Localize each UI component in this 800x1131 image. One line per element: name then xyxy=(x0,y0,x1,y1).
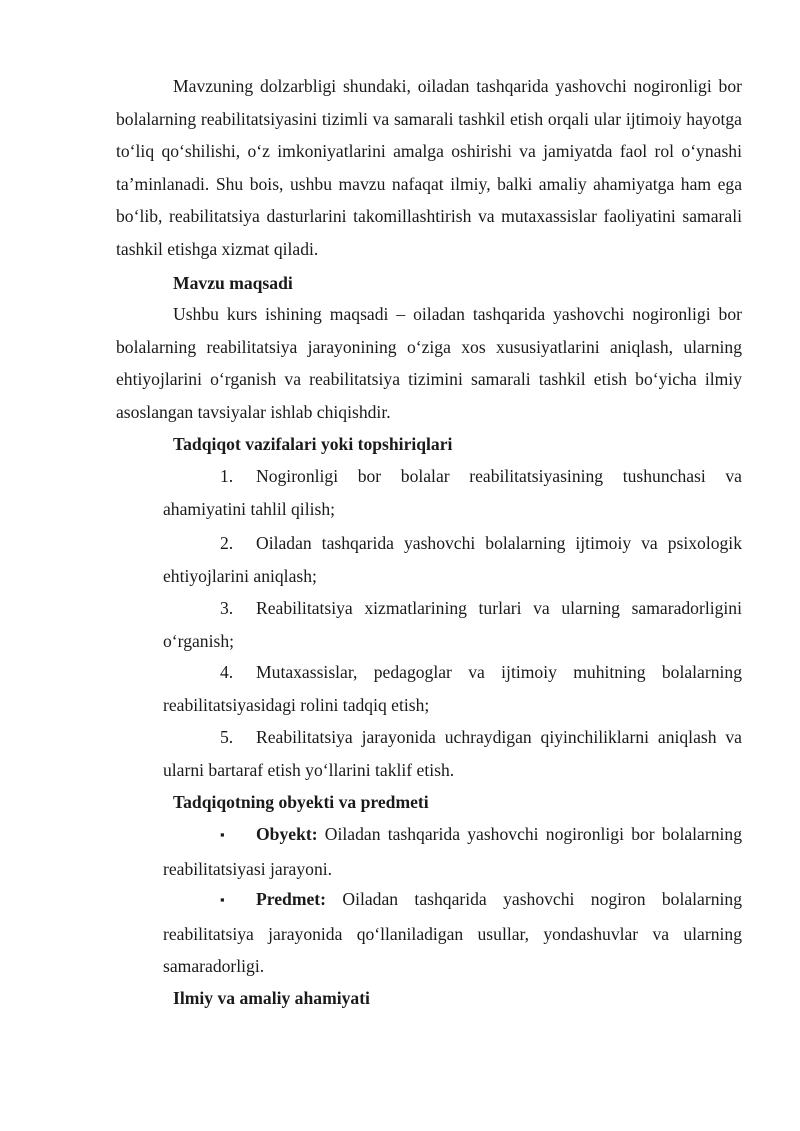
task-item-4 xyxy=(163,656,742,721)
task-text: Reabilitatsiya jarayonida uchraydigan qiyinchiliklarni aniqlash va ularni bartaraf etish yo‘llarini taklif etish. xyxy=(163,727,742,780)
task-text: Oiladan tashqarida yashovchi bolalarning ijtimoiy va psixologik ehtiyojlarini aniqlash; xyxy=(163,533,742,586)
task-number: 2. xyxy=(220,533,234,553)
goal-paragraph: Ushbu kurs ishining maqsadi – oiladan tashqarida yashovchi nogironligi bor bolalarning reabilitatsiya jarayonining o‘ziga xos xususiyatlarini aniqlash, ularning ehtiyojlarini o‘rganish va reabilitatsiya tizimini samarali tashkil etish bo‘yicha ilmiy asoslangan tavsiyalar ishlab chiqishdir. xyxy=(116,304,742,422)
intro-paragraph: Mavzuning dolzarbligi shundaki, oiladan tashqarida yashovchi nogironligi bor bolalarning reabilitatsiyasini tizimli va samarali tashkil etish orqali ular ijtimoiy hayotga to‘liq qo‘shilishi, o‘z imkoniyatlarini amalga oshirishi va jamiyatda faol rol o‘ynashi ta’minlanadi. Shu bois, ushbu mavzu nafaqat ilmiy, balki amaliy ahamiyatga ham ega bo‘lib, reabilitatsiya dasturlarini takomillashtirish va mutaxassislar faoliyatini samarali tashkil etishga xizmat qiladi. xyxy=(116,76,742,259)
bullet-square-icon: ▪ xyxy=(220,892,225,907)
task-text: Nogironligi bor bolalar reabilitatsiyasining tushunchasi va ahamiyatini tahlil qilish; xyxy=(163,466,742,519)
tasks-heading: Tadqiqot vazifalari yoki topshiriqlari xyxy=(173,434,453,454)
task-item-5 xyxy=(163,721,742,786)
bullet-label: Predmet: xyxy=(256,889,327,909)
task-number: 1. xyxy=(220,466,234,486)
significance-heading: Ilmiy va amaliy ahamiyati xyxy=(173,988,370,1008)
task-text: Mutaxassislar, pedagoglar va ijtimoiy muhitning bolalarning reabilitatsiyasidagi rolini tadqiq etish; xyxy=(163,662,742,715)
task-number: 4. xyxy=(220,662,234,682)
goal-heading: Mavzu maqsadi xyxy=(173,273,293,293)
task-number: 3. xyxy=(220,598,234,618)
bullet-text: Oiladan tashqarida yashovchi nogiron bolalarning reabilitatsiya jarayonida qo‘llaniladigan usullar, yondashuvlar va ularning samaradorligi. xyxy=(163,889,742,977)
bullet-subject xyxy=(163,883,742,983)
task-item-2 xyxy=(163,527,742,592)
task-text: Reabilitatsiya xizmatlarining turlari va ularning samaradorligini o‘rganish; xyxy=(163,598,742,651)
bullet-label: Obyekt: xyxy=(256,824,318,844)
task-item-3 xyxy=(163,592,742,657)
bullet-object xyxy=(163,818,742,885)
task-number: 5. xyxy=(220,727,234,747)
task-item-1 xyxy=(163,460,742,525)
object-heading: Tadqiqotning obyekti va predmeti xyxy=(173,792,429,812)
bullet-square-icon: ▪ xyxy=(220,827,225,842)
bullet-text: Oiladan tashqarida yashovchi nogironligi bor bolalarning reabilitatsiyasi jarayoni. xyxy=(163,824,742,879)
